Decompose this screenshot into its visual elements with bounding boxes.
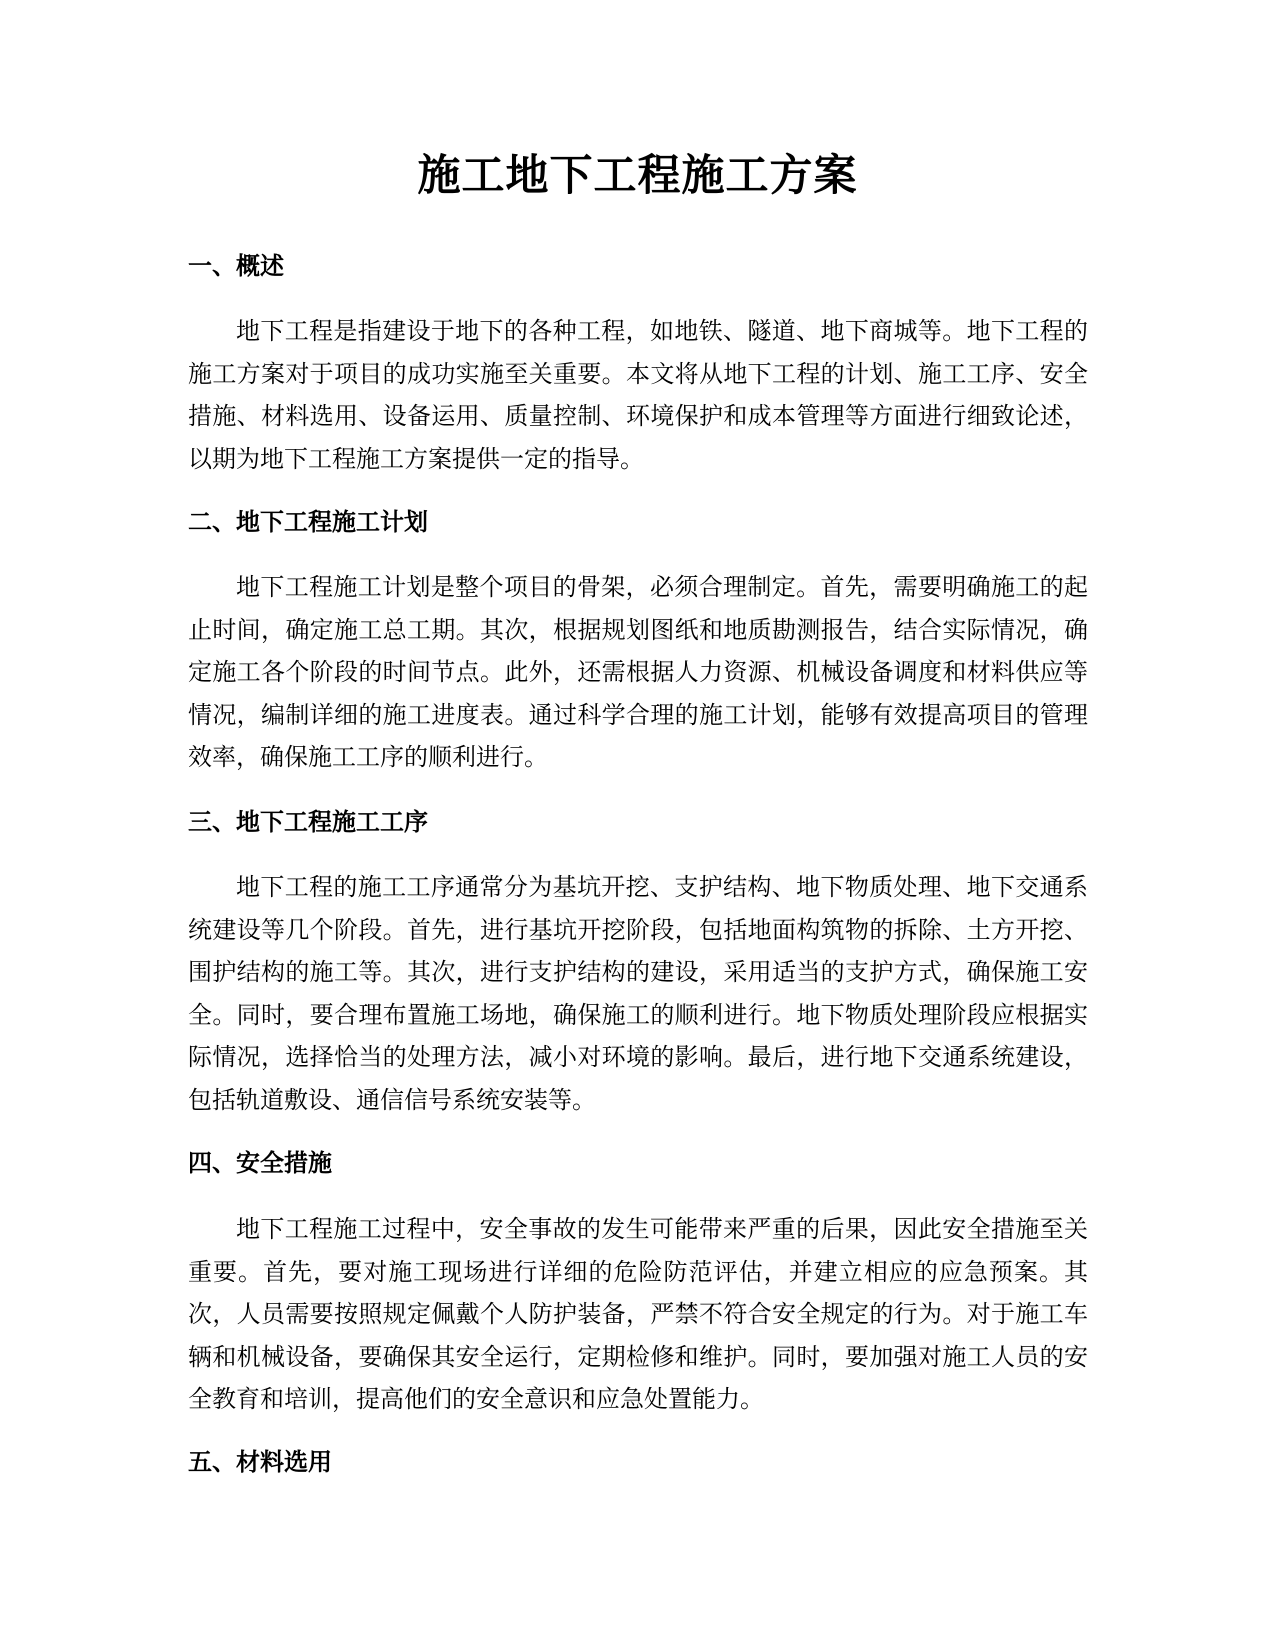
- section-paragraph-construction-procedure: 地下工程的施工工序通常分为基坑开挖、支护结构、地下物质处理、地下交通系统建设等几个阶段。首先，进行基坑开挖阶段，包括地面构筑物的拆除、土方开挖、围护结构的施工等。其次，进行支护结构的建设，采用适当的支护方式，确保施工安全。同时，要合理布置施工场地，确保施工的顺利进行。地下物质处理阶段应根据实际情况，选择恰当的处理方法，减小对环境的影响。最后，进行地下交通系统建设，包括轨道敷设、通信信号系统安装等。: [188, 873, 1088, 1114]
- document-title: 施工地下工程施工方案: [417, 151, 858, 201]
- section-heading-safety-measures: 四、安全措施: [188, 1149, 332, 1177]
- section-paragraph-construction-plan: 地下工程施工计划是整个项目的骨架，必须合理制定。首先，需要明确施工的起止时间，确定施工总工期。其次，根据规划图纸和地质勘测报告，结合实际情况，确定施工各个阶段的时间节点。此外，还需根据人力资源、机械设备调度和材料供应等情况，编制详细的施工进度表。通过科学合理的施工计划，能够有效提高项目的管理效率，确保施工工序的顺利进行。: [188, 573, 1088, 771]
- section-heading-construction-plan: 二、地下工程施工计划: [188, 508, 428, 536]
- section-heading-construction-procedure: 三、地下工程施工工序: [188, 808, 428, 836]
- section-heading-overview: 一、概述: [188, 252, 284, 280]
- section-paragraph-safety-measures: 地下工程施工过程中，安全事故的发生可能带来严重的后果，因此安全措施至关重要。首先，要对施工现场进行详细的危险防范评估，并建立相应的应急预案。其次，人员需要按照规定佩戴个人防护装备，严禁不符合安全规定的行为。对于施工车辆和机械设备，要确保其安全运行，定期检修和维护。同时，要加强对施工人员的安全教育和培训，提高他们的安全意识和应急处置能力。: [188, 1215, 1088, 1413]
- section-paragraph-overview: 地下工程是指建设于地下的各种工程，如地铁、隧道、地下商城等。地下工程的施工方案对于项目的成功实施至关重要。本文将从地下工程的计划、施工工序、安全措施、材料选用、设备运用、质量控制、环境保护和成本管理等方面进行细致论述，以期为地下工程施工方案提供一定的指导。: [188, 317, 1088, 473]
- section-heading-material-selection: 五、材料选用: [188, 1448, 332, 1476]
